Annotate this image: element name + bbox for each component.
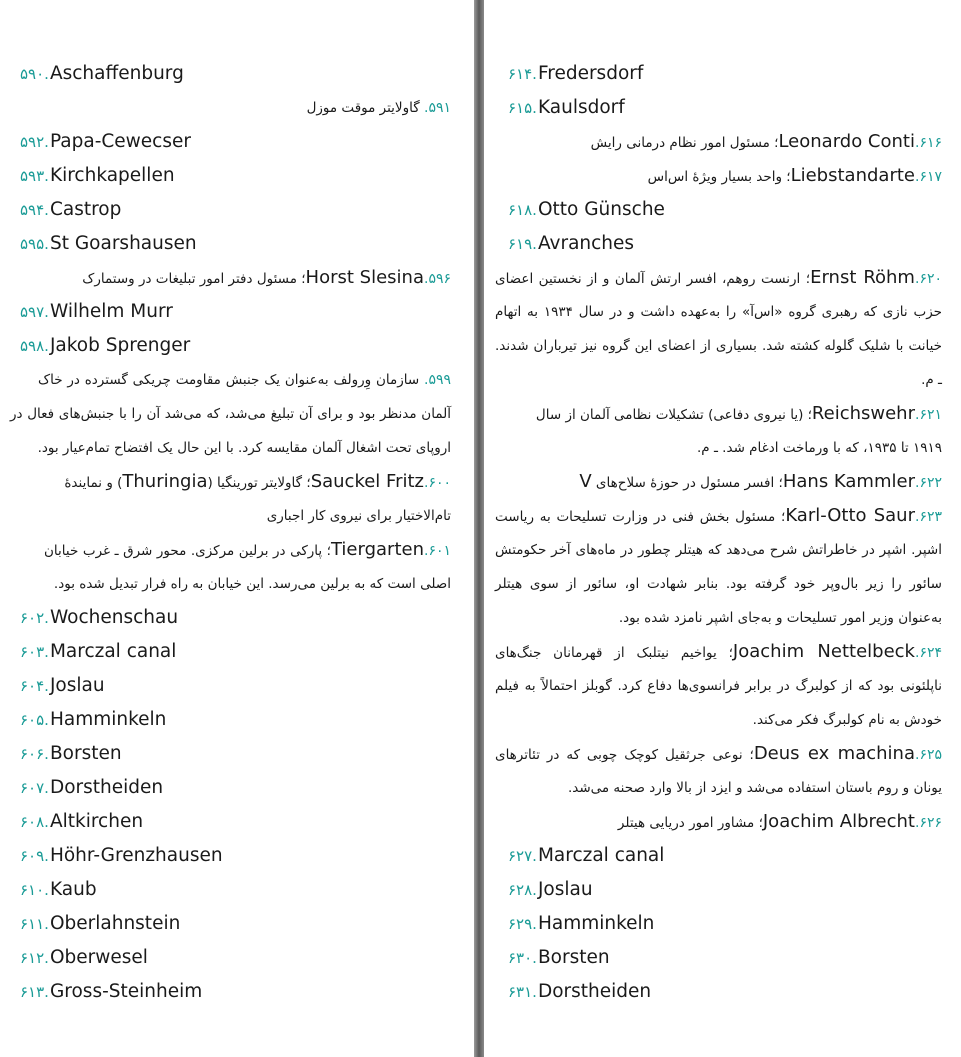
footnote-602: ۶۰۲.Wochenschau [20, 607, 179, 628]
footnote-613: ۶۱۳.Gross-Steinheim [20, 981, 203, 1002]
footnote-615: ۶۱۵.Kaulsdorf [508, 97, 625, 118]
footnote-623: ۶۲۳.Karl-Otto Saur؛ مسئول بخش فنی در وزارت تسلیحات به ریاست اشپر. اشپر در خاطراتش شرح می‌دهد که هیتلر چطور در ماه‌های آخر حکومتش سائور را زیر بال‌وپر خود گرفته بود. بنابر شهادت او، سائور از سوی هیتلر به‌عنوان وزیر امور تسلیحات و به‌جای اشپر نامزد شده بود. [495, 505, 942, 626]
footnote-630: ۶۳۰.Borsten [508, 947, 610, 968]
left-page [0, 0, 471, 1057]
footnote-601: ۶۰۱.Tiergarten؛ پارکی در برلین مرکزی. محور شرق ـ غرب خیابان اصلی است که به برلین می‌رسد. این خیابان به راه فرار تبدیل شده بود. [44, 539, 451, 592]
footnote-628: ۶۲۸.Joslau [508, 879, 593, 900]
footnote-593: ۵۹۳.Kirchkapellen [20, 165, 175, 186]
footnote-597: ۵۹۷.Wilhelm Murr [20, 301, 173, 322]
footnote-626: ۶۲۶.Joachim Albrecht؛ مشاور امور دریایی هیتلر [617, 811, 942, 832]
footnote-616: ۶۱۶.Leonardo Conti؛ مسئول امور نظام درمانی رایش [590, 131, 942, 152]
footnote-614: ۶۱۴.Fredersdorf [508, 63, 644, 84]
footnote-617: ۶۱۷.Liebstandarte؛ واحد بسیار ویژهٔ اس‌اس [647, 165, 942, 186]
footnote-629: ۶۲۹.Hamminkeln [508, 913, 655, 934]
footnote-625: ۶۲۵.Deus ex machina؛ نوعی جرثقیل کوچک چوبی که در تئاترهای یونان و روم باستان استفاده می‌شد و ایزد از بالا وارد صحنه می‌شد. [495, 743, 942, 796]
footnote-609: ۶۰۹.Höhr-Grenzhausen [20, 845, 223, 866]
footnote-611: ۶۱۱.Oberlahnstein [20, 913, 181, 934]
footnote-606: ۶۰۶.Borsten [20, 743, 122, 764]
footnote-594: ۵۹۴.Castrop [20, 199, 122, 220]
footnote-627: ۶۲۷.Marczal canal [508, 845, 665, 866]
footnote-622: ۶۲۲.Hans Kammler؛ افسر مسئول در حوزهٔ سلاح‌های V [579, 471, 942, 492]
footnote-621: ۶۲۱.Reichswehr؛ (یا نیروی دفاعی) تشکیلات نظامی آلمان از سال ۱۹۱۹ تا ۱۹۳۵، که با ورماخت ادغام شد. ـ م. [535, 403, 942, 456]
footnote-595: ۵۹۵.St Goarshausen [20, 233, 197, 254]
footnote-612: ۶۱۲.Oberwesel [20, 947, 148, 968]
footnote-591: ۵۹۱. گاولایتر موقت موزل [306, 100, 451, 116]
book-gutter [474, 0, 484, 1057]
footnote-607: ۶۰۷.Dorstheiden [20, 777, 164, 798]
footnote-604: ۶۰۴.Joslau [20, 675, 105, 696]
footnote-619: ۶۱۹.Avranches [508, 233, 635, 254]
footnote-624: ۶۲۴.Joachim Nettelbeck؛ یواخیم نیتلبک از قهرمانان جنگ‌های ناپلئونی بود که از کولبرگ در برابر فرانسوی‌ها دفاع کرد. گوبلز احتمالاً به فیلم خودش به نام کولبرگ فکر می‌کند. [495, 641, 942, 728]
footnote-618: ۶۱۸.Otto Günsche [508, 199, 665, 220]
footnote-592: ۵۹۲.Papa-Cewecser [20, 131, 191, 152]
footnote-603: ۶۰۳.Marczal canal [20, 641, 177, 662]
footnote-599: ۵۹۹. سازمان وِرولف به‌عنوان یک جنبش مقاومت چریکی گسترده در خاک آلمان مدنظر بود و برای آن تبلیغ می‌شد، که می‌شد آن را با جنبش‌های فعال در اروپای تحت اشغال آلمان مقایسه کرد. با این حال یک افتضاح تمام‌عیار بود. [10, 372, 451, 456]
footnote-610: ۶۱۰.Kaub [20, 879, 97, 900]
footnote-596: ۵۹۶.Horst Slesina؛ مسئول دفتر امور تبلیغات در وستمارک [82, 267, 451, 288]
footnote-608: ۶۰۸.Altkirchen [20, 811, 144, 832]
footnote-605: ۶۰۵.Hamminkeln [20, 709, 167, 730]
footnote-631: ۶۳۱.Dorstheiden [508, 981, 652, 1002]
footnote-590: ۵۹۰.Aschaffenburg [20, 63, 184, 84]
footnote-598: ۵۹۸.Jakob Sprenger [20, 335, 191, 356]
footnote-620: ۶۲۰.Ernst Röhm؛ ارنست روهم، افسر ارتش آلمان و از نخستین اعضای حزب نازی که رهبری گروه «اس‌آ» را به‌عهده داشت و در سال ۱۹۳۴ به اتهام خیانت با شلیک گلوله کشته شد. بسیاری از اعضای این گروه نیز تیرباران شدند. ـ م. [495, 267, 943, 388]
right-page [485, 0, 961, 1057]
footnote-600: ۶۰۰.Sauckel Fritz؛ گاولایتر تورینگیا (Thuringia) و نمایندهٔ تام‌الاختیار برای نیروی کار اجباری [64, 471, 451, 524]
